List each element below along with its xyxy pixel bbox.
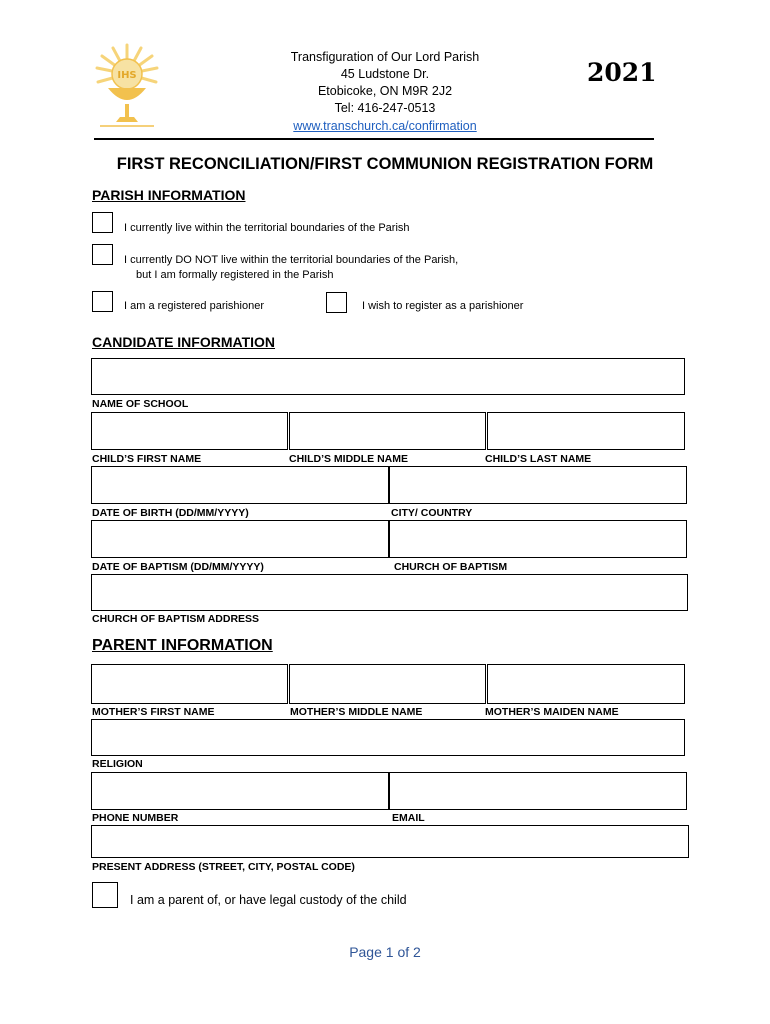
- mother-first-name-label: MOTHER’S FIRST NAME: [92, 706, 215, 718]
- mother-middle-name-input[interactable]: [289, 664, 486, 704]
- registered-checkbox[interactable]: [92, 291, 113, 312]
- wish-register-label: I wish to register as a parishioner: [362, 300, 524, 312]
- present-address-label: PRESENT ADDRESS (STREET, CITY, POSTAL CODE): [92, 861, 355, 873]
- parish-name: Transfiguration of Our Lord Parish: [290, 50, 480, 64]
- phone-number-input[interactable]: [91, 772, 389, 810]
- not-within-checkbox[interactable]: [92, 244, 113, 265]
- parish-logo: [94, 42, 160, 130]
- child-first-name-label: CHILD’S FIRST NAME: [92, 453, 202, 465]
- child-middle-name-input[interactable]: [289, 412, 486, 450]
- baptism-address-input[interactable]: [91, 574, 688, 611]
- city-country-label: CITY/ COUNTRY: [391, 507, 473, 519]
- mother-first-name-input[interactable]: [91, 664, 288, 704]
- email-label: EMAIL: [392, 812, 425, 824]
- header-divider: [94, 138, 654, 140]
- parish-info-heading: PARISH INFORMATION: [92, 187, 246, 203]
- baptism-date-label: DATE OF BAPTISM (DD/MM/YYYY): [92, 561, 264, 573]
- mother-maiden-name-input[interactable]: [487, 664, 685, 704]
- parish-address: 45 Ludstone Dr.: [340, 67, 430, 81]
- child-last-name-label: CHILD’S LAST NAME: [485, 453, 592, 465]
- child-middle-name-label: CHILD’S MIDDLE NAME: [289, 453, 408, 465]
- candidate-info-heading: CANDIDATE INFORMATION: [92, 334, 276, 350]
- live-within-checkbox[interactable]: [92, 212, 113, 233]
- registered-label: I am a registered parishioner: [124, 300, 265, 312]
- date-of-birth-input[interactable]: [91, 466, 389, 504]
- parish-website-link[interactable]: www.transchurch.ca/confirmation: [293, 119, 477, 133]
- parent-info-heading: PARENT INFORMATION: [92, 637, 273, 654]
- not-within-label-2: but I am formally registered in the Parish: [136, 269, 334, 281]
- date-of-birth-label: DATE OF BIRTH (DD/MM/YYYY): [92, 507, 249, 519]
- baptism-address-label: CHURCH OF BAPTISM ADDRESS: [92, 613, 260, 625]
- form-year: 2021: [587, 58, 657, 87]
- parish-city: Etobicoke, ON M9R 2J2: [317, 84, 453, 98]
- religion-label: RELIGION: [92, 758, 143, 770]
- baptism-church-label: CHURCH OF BAPTISM: [394, 561, 508, 573]
- custody-label: I am a parent of, or have legal custody of the child: [130, 893, 407, 907]
- phone-number-label: PHONE NUMBER: [92, 812, 179, 824]
- baptism-church-input[interactable]: [389, 520, 687, 558]
- wish-register-checkbox[interactable]: [326, 292, 347, 313]
- not-within-label-1: I currently DO NOT live within the territorial boundaries of the Parish,: [124, 254, 459, 266]
- mother-maiden-name-label: MOTHER’S MAIDEN NAME: [485, 706, 619, 718]
- mother-middle-name-label: MOTHER’S MIDDLE NAME: [290, 706, 423, 718]
- baptism-date-input[interactable]: [91, 520, 389, 558]
- present-address-input[interactable]: [91, 825, 689, 858]
- school-name-input[interactable]: [91, 358, 685, 395]
- custody-checkbox[interactable]: [92, 882, 118, 908]
- parish-phone: Tel: 416-247-0513: [334, 101, 436, 115]
- religion-input[interactable]: [91, 719, 685, 756]
- live-within-label: I currently live within the territorial boundaries of the Parish: [124, 222, 410, 234]
- child-first-name-input[interactable]: [91, 412, 288, 450]
- email-input[interactable]: [389, 772, 687, 810]
- page-number: Page 1 of 2: [349, 944, 421, 960]
- logo-ihs-text: IHS: [117, 70, 137, 81]
- child-last-name-input[interactable]: [487, 412, 685, 450]
- school-name-label: NAME OF SCHOOL: [92, 398, 189, 410]
- city-country-input[interactable]: [389, 466, 687, 504]
- form-title: FIRST RECONCILIATION/FIRST COMMUNION REGISTRATION FORM: [116, 155, 654, 173]
